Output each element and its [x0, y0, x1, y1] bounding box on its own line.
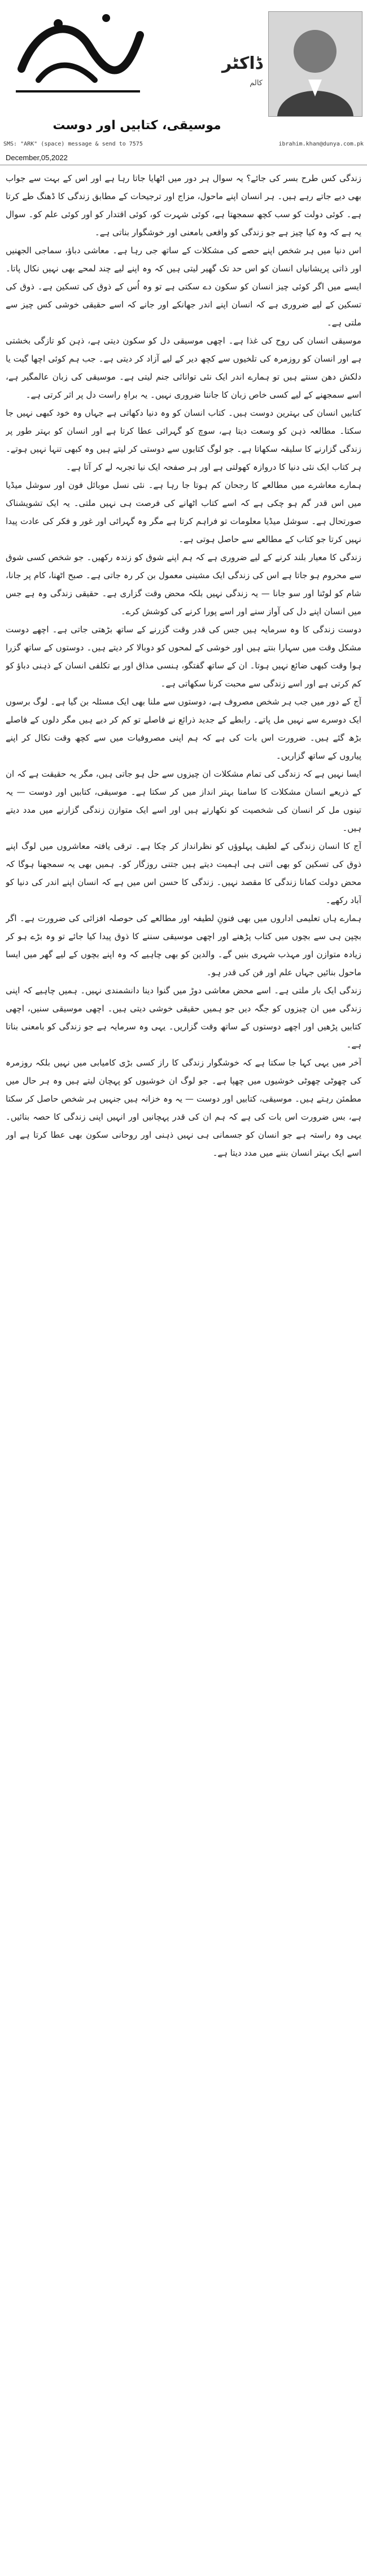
article-body: [6, 169, 361, 2570]
author-avatar: [268, 11, 362, 117]
logo-calligraphy-icon: [5, 1, 151, 100]
masthead: [0, 0, 367, 169]
article-paragraph: زندگی کا معیار بلند کرنے کے لیے ضروری ہے کہ ہم اپنے شوق کو زندہ رکھیں۔ جو شخص کسی شوق سے محروم ہو جاتا ہے اس کی زندگی ایک مشینی معمول بن کر رہ جاتی ہے۔ صبح اٹھنا، کام پر جانا، شام کو لوٹنا اور سو جانا — یہ زندگی نہیں بلکہ محض وقت گزاری ہے۔ حقیقی زندگی وہ ہے جس میں انسان اپنے دل کی آواز سنے اور اسے پورا کرنے کی کوشش کرے۔: [6, 552, 361, 617]
person-silhouette-icon: [269, 12, 362, 116]
article-paragraph: آج کا انسان زندگی کے لطیف پہلوؤں کو نظرانداز کر چکا ہے۔ ترقی یافتہ معاشروں میں لوگ اپنے ذوق کی تسکین کو بھی اتنی ہی اہمیت دیتے ہیں جتنی روزگار کو۔ ہمیں بھی یہ سمجھنا ہوگا کہ محض دولت کمانا زندگی کا مقصد نہیں۔ زندگی کا حسن اس میں ہے کہ انسان اپنے اندر کی دنیا کو آباد رکھے۔: [6, 841, 361, 905]
article-paragraph: موسیقی انسان کی روح کی غذا ہے۔ اچھی موسیقی دل کو سکون دیتی ہے، ذہن کو تازگی بخشتی ہے اور انسان کو روزمرہ کی تلخیوں سے کچھ دیر کے لیے آزاد کر دیتی ہے۔ جب ہم کوئی اچھا گیت یا دلکش دھن سنتے ہیں تو ہمارے اندر ایک نئی توانائی جنم لیتی ہے۔ موسیقی کی زبان عالمگیر ہے، اسے سمجھنے کے لیے کسی خاص زبان کا جاننا ضروری نہیں۔ یہ براہِ راست دل پر اثر کرتی ہے۔: [6, 336, 361, 400]
article-paragraph: اس دنیا میں ہر شخص اپنے حصے کی مشکلات کے ساتھ جی رہا ہے۔ معاشی دباؤ، سماجی الجھنیں اور ذاتی پریشانیاں انسان کو اس حد تک گھیر لیتی ہیں کہ وہ اپنے لیے چند لمحے بھی نہیں نکال پاتا۔ ایسے میں اگر کوئی چیز انسان کو سکون دے سکتی ہے تو وہ اُس کے ذوق کی تسکین ہے۔ ذوق کی تسکین کے لیے ضروری ہے کہ انسان اپنے اندر جھانکے اور جانے کہ اسے حقیقی خوشی کس چیز سے ملتی ہے۔: [6, 245, 361, 328]
article-paragraph: زندگی کس طرح بسر کی جائے؟ یہ سوال ہر دور میں اٹھایا جاتا رہا ہے اور اس کے بہت سے جواب بھی دیے جاتے رہے ہیں۔ ہر انسان اپنے ماحول، مزاج اور ترجیحات کے مطابق زندگی کا ڈھنگ طے کرتا ہے۔ کوئی دولت کو سب کچھ سمجھتا ہے، کوئی شہرت کو، کوئی اقتدار کو اور کوئی علم کو۔ سوال یہ ہے کہ وہ کیا چیز ہے جو زندگی کو واقعی بامعنی اور خوشگوار بناتی ہے۔: [6, 173, 361, 237]
newspaper-logo: [5, 1, 151, 100]
article-paragraph: کتابیں انسان کی بہترین دوست ہیں۔ کتاب انسان کو وہ دنیا دکھاتی ہے جہاں وہ خود کبھی نہیں جا سکتا۔ مطالعہ ذہن کو وسعت دیتا ہے، سوچ کو گہرائی عطا کرتا ہے اور انسان کو بہتر طور پر زندگی گزارنے کا سلیقہ سکھاتا ہے۔ جو لوگ کتابوں سے دوستی کر لیتے ہیں وہ کبھی تنہا نہیں ہوتے۔ ہر کتاب ایک نئی دنیا کا دروازہ کھولتی ہے اور ہر صفحہ ایک نیا تجربہ لے کر آتا ہے۔: [6, 408, 361, 472]
author-subtitle: کالم: [250, 79, 263, 87]
article-paragraph: ہمارے معاشرے میں مطالعے کا رجحان کم ہوتا جا رہا ہے۔ نئی نسل موبائل فون اور سوشل میڈیا میں اس قدر گم ہو چکی ہے کہ اسے کتاب اٹھانے کی فرصت ہی نہیں ملتی۔ یہ ایک تشویشناک صورتحال ہے۔ سوشل میڈیا معلومات تو فراہم کرتا ہے مگر وہ گہرائی اور غور و فکر کی عادت پیدا نہیں کرتا جو کتاب کے مطالعے سے حاصل ہوتی ہے۔: [6, 480, 361, 544]
article-paragraph: زندگی ایک بار ملتی ہے۔ اسے محض معاشی دوڑ میں گنوا دینا دانشمندی نہیں۔ ہمیں چاہیے کہ اپنی زندگی میں ان چیزوں کو جگہ دیں جو ہمیں حقیقی خوشی دیتی ہیں۔ اچھی موسیقی سنیں، اچھی کتابیں پڑھیں اور اچھے دوستوں کے ساتھ وقت گزاریں۔ یہی وہ سرمایہ ہے جو زندگی کو بامعنی بناتا ہے۔: [6, 985, 361, 1050]
article-paragraph: ایسا نہیں ہے کہ زندگی کی تمام مشکلات ان چیزوں سے حل ہو جاتی ہیں، مگر یہ حقیقت ہے کہ ان کے ذریعے انسان مشکلات کا سامنا بہتر انداز میں کر سکتا ہے۔ موسیقی، کتابیں اور دوست — یہ تینوں مل کر انسان کی شخصیت کو نکھارتے ہیں اور اسے ایک متوازن زندگی گزارنے میں مدد دیتے ہیں۔: [6, 769, 361, 833]
article-paragraph: دوست زندگی کا وہ سرمایہ ہیں جس کی قدر وقت گزرنے کے ساتھ بڑھتی جاتی ہے۔ اچھے دوست مشکل وقت میں سہارا بنتے ہیں اور خوشی کے لمحوں کو دوبالا کر دیتے ہیں۔ دوستوں کے ساتھ گزرا ہوا وقت کبھی ضائع نہیں ہوتا۔ ان کے ساتھ گفتگو، ہنسی مذاق اور بے تکلفی انسان کے ذہنی دباؤ کو کم کرتی ہے اور اسے زندگی سے محبت کرنا سکھاتی ہے۔: [6, 624, 361, 689]
article-paragraph: ہمارے ہاں تعلیمی اداروں میں بھی فنونِ لطیفہ اور مطالعے کی حوصلہ افزائی کی ضرورت ہے۔ اگر بچپن ہی سے بچوں میں کتاب پڑھنے اور اچھی موسیقی سننے کا ذوق پیدا کیا جائے تو وہ بڑے ہو کر زیادہ متوازن اور مہذب شہری بنیں گے۔ والدین کو بھی چاہیے کہ وہ اپنے بچوں کے لیے گھر میں ایسا ماحول بنائیں جہاں علم اور فن کی قدر ہو۔: [6, 913, 361, 977]
sms-contact: SMS: "ARK" (space) message & send to 7575: [3, 141, 143, 147]
column-title: موسیقی، کتابیں اور دوست: [53, 118, 221, 133]
article-paragraph: آج کے دور میں جب ہر شخص مصروف ہے، دوستوں سے ملنا بھی ایک مسئلہ بن گیا ہے۔ لوگ برسوں ایک دوسرے سے نہیں مل پاتے۔ رابطے کے جدید ذرائع نے فاصلے تو کم کر دیے ہیں مگر دلوں کے فاصلے بڑھ گئے ہیں۔ ضرورت اس بات کی ہے کہ ہم اپنی مصروفیات میں سے کچھ وقت نکال کر اپنے پیاروں کے ساتھ گزاریں۔: [6, 697, 361, 761]
article-paragraph: آخر میں یہی کہا جا سکتا ہے کہ خوشگوار زندگی کا راز کسی بڑی کامیابی میں نہیں بلکہ روزمرہ کی چھوٹی چھوٹی خوشیوں میں چھپا ہے۔ جو لوگ ان خوشیوں کو پہچان لیتے ہیں وہ ہر حال میں مطمئن رہتے ہیں۔ موسیقی، کتابیں اور دوست — یہ وہ خزانہ ہیں جنہیں ہر شخص حاصل کر سکتا ہے، بس ضرورت اس بات کی ہے کہ ہم ان کی قدر پہچانیں اور انہیں اپنی زندگی کا حصہ بنائیں۔ یہی وہ راستہ ہے جو انسان کو جسمانی ہی نہیں ذہنی اور روحانی سکون بھی عطا کرتا ہے اور اسے ایک بہتر انسان بننے میں مدد دیتا ہے۔: [6, 1058, 361, 1158]
email-contact[interactable]: ibrahim.khan@dunya.com.pk: [278, 141, 364, 147]
publish-date: December,05,2022: [6, 153, 68, 162]
contact-line: [3, 141, 364, 147]
author-name: ڈاکٹر: [222, 54, 263, 73]
